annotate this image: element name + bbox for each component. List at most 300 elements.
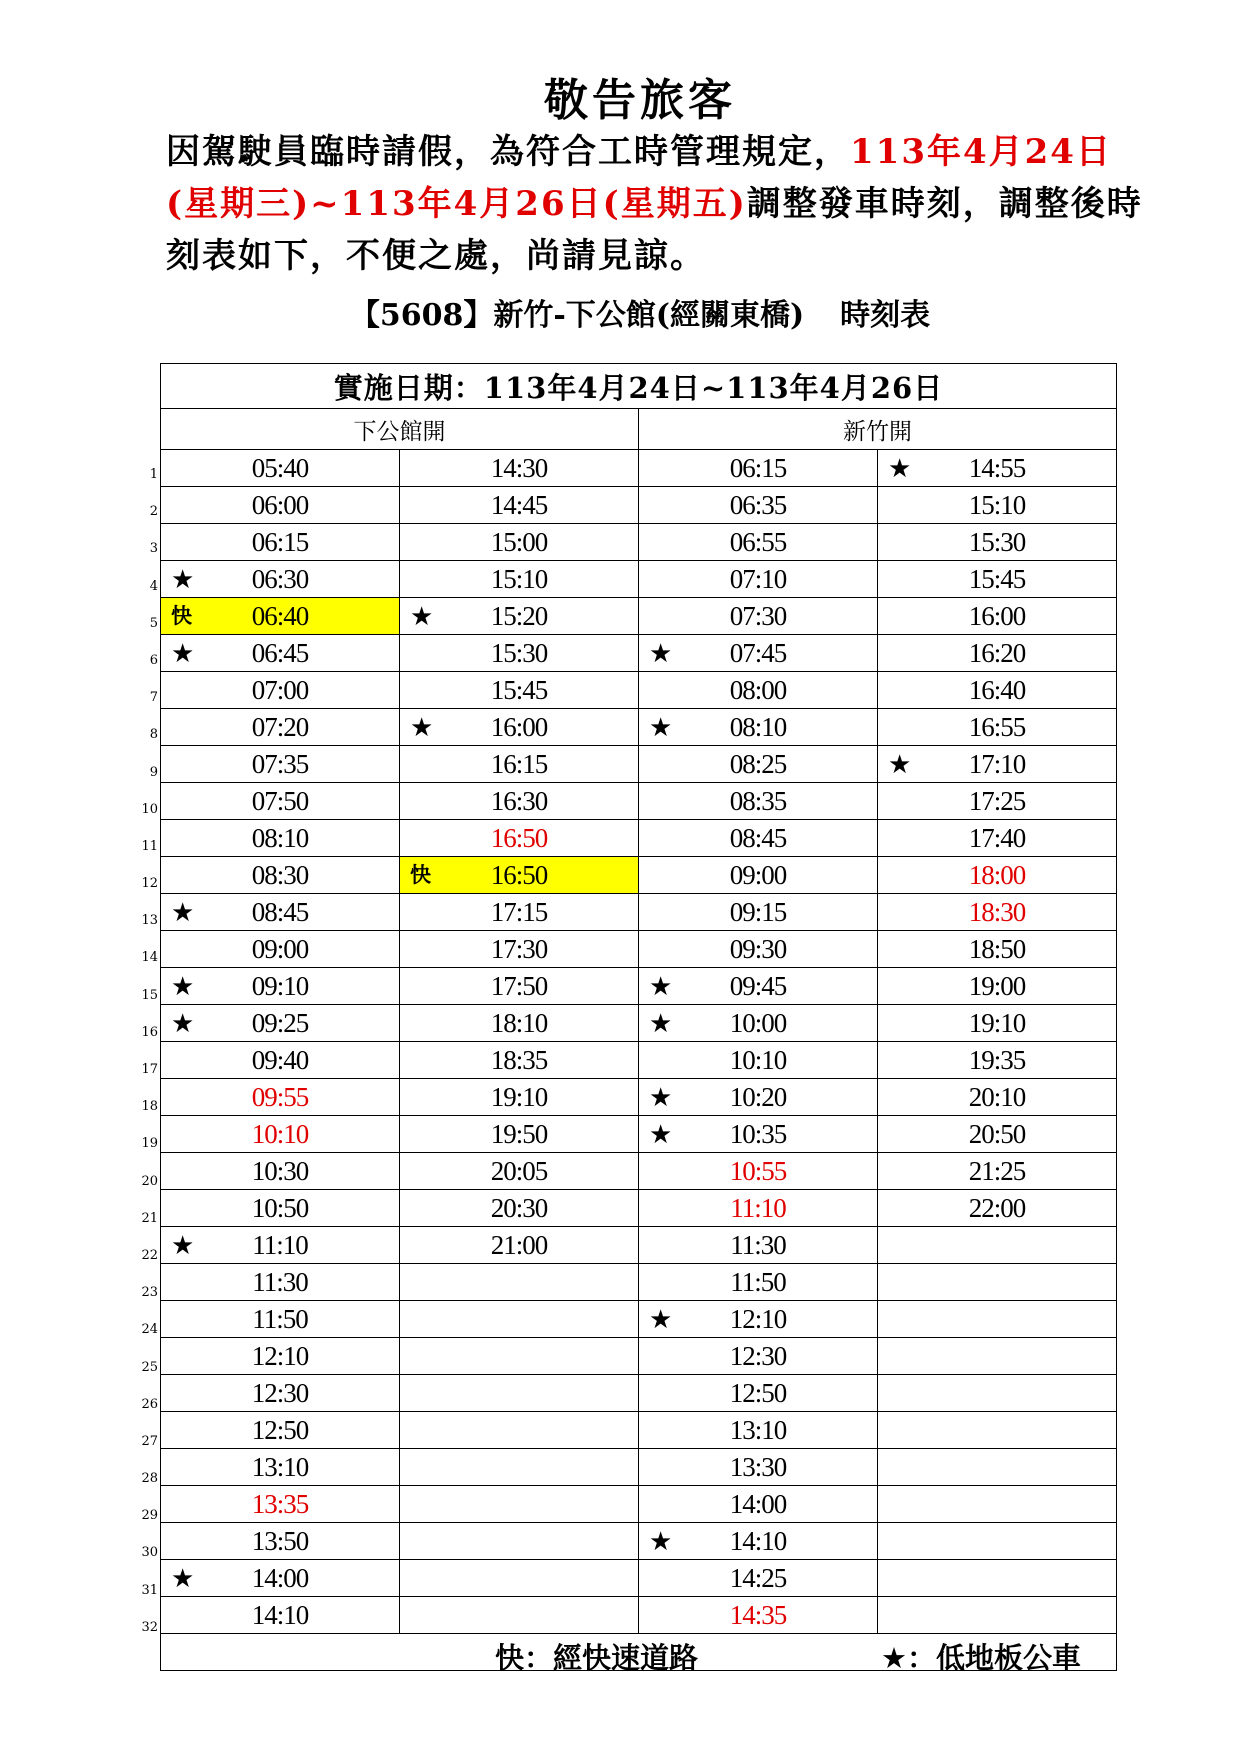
departure-time: 13:10 [251, 1452, 309, 1482]
low-floor-star-icon: ★ [649, 1527, 673, 1556]
departure-cell [878, 783, 1117, 820]
row-number: 24 [141, 1322, 158, 1338]
low-floor-star-icon: ★ [649, 972, 673, 1001]
row-number: 13 [141, 913, 158, 929]
departure-cell [639, 1301, 878, 1338]
row-number: 30 [141, 1545, 158, 1561]
departure-cell [639, 857, 878, 894]
departure-time: 21:25 [968, 1156, 1026, 1186]
notice-date-range: 113年4月24日(星期三)~113年4月26日(星期五) [166, 132, 1112, 224]
departure-time: 18:30 [968, 897, 1026, 927]
departure-cell [878, 598, 1117, 635]
departure-cell [400, 1338, 639, 1375]
departure-time: 16:00 [968, 601, 1026, 631]
table-row [161, 1449, 1117, 1486]
departure-cell [878, 1301, 1117, 1338]
departure-cell [639, 820, 878, 857]
table-row [161, 857, 1117, 894]
legend-express: 快：經快速道路 [495, 1641, 699, 1675]
departure-cell [161, 1079, 400, 1116]
departure-time: 15:00 [490, 527, 548, 557]
row-number: 26 [141, 1396, 158, 1412]
departure-time: 09:00 [251, 934, 309, 964]
departure-cell [161, 746, 400, 783]
departure-cell [878, 1116, 1117, 1153]
departure-cell [639, 894, 878, 931]
departure-cell [878, 1190, 1117, 1227]
row-number: 23 [141, 1285, 158, 1301]
departure-time: 12:10 [251, 1341, 309, 1371]
departure-cell [161, 598, 400, 635]
departure-time: 12:30 [729, 1341, 787, 1371]
departure-cell [161, 857, 400, 894]
departure-time: 07:35 [251, 749, 309, 779]
row-number: 31 [141, 1582, 158, 1598]
departure-cell [639, 450, 878, 487]
departure-cell [161, 1449, 400, 1486]
departure-cell [400, 1264, 639, 1301]
table-row [161, 1116, 1117, 1153]
departure-time: 09:55 [251, 1082, 309, 1112]
departure-cell [639, 1005, 878, 1042]
departure-cell [878, 1375, 1117, 1412]
departure-cell [878, 561, 1117, 598]
departure-time: 17:50 [490, 971, 548, 1001]
departure-time: 09:25 [251, 1008, 309, 1038]
departure-cell [161, 931, 400, 968]
route-suffix: 時刻表 [840, 298, 931, 333]
departure-cell [161, 672, 400, 709]
departure-time: 10:10 [729, 1045, 787, 1075]
departure-time: 16:15 [490, 749, 548, 779]
row-number: 12 [141, 876, 158, 892]
row-number: 27 [141, 1433, 158, 1449]
departure-time: 13:30 [729, 1452, 787, 1482]
departure-cell [878, 1560, 1117, 1597]
row-number: 10 [141, 801, 158, 817]
departure-cell [639, 1153, 878, 1190]
table-row [161, 487, 1117, 524]
departure-cell [400, 1005, 639, 1042]
departure-time: 06:40 [251, 601, 309, 631]
low-floor-star-icon: ★ [649, 1009, 673, 1038]
departure-cell [161, 1486, 400, 1523]
departure-time: 20:05 [490, 1156, 548, 1186]
departure-time: 10:00 [729, 1008, 787, 1038]
departure-cell [639, 1449, 878, 1486]
row-number: 9 [149, 764, 158, 780]
departure-time: 07:50 [251, 786, 309, 816]
notice-part-3: 調整發車時刻，調整後時刻表如下，不便之處，尚請見諒。 [166, 184, 1143, 276]
departure-cell [639, 1523, 878, 1560]
departure-cell [639, 1412, 878, 1449]
departure-time: 09:00 [729, 860, 787, 890]
departure-cell [639, 746, 878, 783]
low-floor-star-icon: ★ [171, 639, 195, 668]
departure-cell [400, 1412, 639, 1449]
table-row [161, 1375, 1117, 1412]
row-number: 28 [141, 1471, 158, 1487]
departure-time: 12:50 [729, 1378, 787, 1408]
departure-cell [161, 1264, 400, 1301]
departure-time: 14:10 [729, 1526, 787, 1556]
departure-cell [400, 746, 639, 783]
departure-time: 14:45 [490, 490, 548, 520]
departure-cell [878, 1042, 1117, 1079]
departure-cell [878, 1153, 1117, 1190]
departure-time: 15:10 [968, 490, 1026, 520]
departure-time: 19:10 [490, 1082, 548, 1112]
departure-cell [878, 1597, 1117, 1634]
departure-cell [161, 635, 400, 672]
departure-cell [161, 709, 400, 746]
departure-time: 14:35 [729, 1600, 787, 1630]
departure-time: 09:10 [251, 971, 309, 1001]
departure-time: 17:25 [968, 786, 1026, 816]
express-mark: 快 [410, 863, 431, 887]
table-row [161, 709, 1117, 746]
row-number: 22 [141, 1247, 158, 1263]
row-number: 25 [141, 1359, 158, 1375]
table-row [161, 1042, 1117, 1079]
departure-cell [161, 820, 400, 857]
departure-cell [400, 672, 639, 709]
departure-time: 12:30 [251, 1378, 309, 1408]
express-mark: 快 [171, 604, 192, 628]
row-number: 3 [149, 541, 158, 557]
route-name: 【5608】新竹-下公館(經關東橋) [349, 298, 805, 333]
departure-cell [639, 1338, 878, 1375]
departure-time: 17:10 [968, 749, 1026, 779]
departure-cell [878, 746, 1117, 783]
departure-time: 14:55 [968, 453, 1026, 483]
departure-time: 09:15 [729, 897, 787, 927]
departure-cell [639, 931, 878, 968]
departure-time: 15:10 [490, 564, 548, 594]
table-row [161, 820, 1117, 857]
low-floor-star-icon: ★ [171, 898, 195, 927]
departure-time: 06:00 [251, 490, 309, 520]
departure-time: 09:30 [729, 934, 787, 964]
departure-time: 08:00 [729, 675, 787, 705]
row-numbers [140, 456, 158, 1646]
departure-time: 15:30 [968, 527, 1026, 557]
low-floor-star-icon: ★ [888, 750, 912, 779]
table-row [161, 931, 1117, 968]
departure-cell [878, 487, 1117, 524]
timetable [160, 363, 1117, 1675]
departure-cell [639, 487, 878, 524]
departure-time: 07:20 [251, 712, 309, 742]
row-number: 17 [141, 1062, 158, 1077]
departure-time: 15:45 [968, 564, 1026, 594]
departure-time: 20:50 [968, 1119, 1026, 1149]
departure-cell [400, 894, 639, 931]
departure-time: 13:50 [251, 1526, 309, 1556]
departure-cell [161, 561, 400, 598]
departure-cell [400, 1153, 639, 1190]
departure-time: 14:25 [729, 1563, 787, 1593]
departure-time: 07:10 [729, 564, 787, 594]
table-row [161, 1560, 1117, 1597]
table-row [161, 1597, 1117, 1634]
row-number: 32 [141, 1619, 158, 1635]
table-row [161, 1264, 1117, 1301]
low-floor-star-icon: ★ [171, 565, 195, 594]
notice-part-1: 因駕駛員臨時請假，為符合工時管理規定， [166, 132, 850, 172]
row-number: 16 [141, 1024, 158, 1040]
departure-cell [639, 1486, 878, 1523]
row-number: 2 [149, 504, 158, 520]
departure-time: 06:55 [729, 527, 787, 557]
departure-cell [400, 1190, 639, 1227]
row-number: 7 [149, 690, 158, 706]
table-row [161, 1153, 1117, 1190]
departure-time: 14:10 [251, 1600, 309, 1630]
departure-cell [161, 1301, 400, 1338]
departure-cell [639, 1560, 878, 1597]
departure-cell [878, 1523, 1117, 1560]
departure-cell [878, 635, 1117, 672]
table-row [161, 635, 1117, 672]
row-number: 1 [149, 467, 158, 482]
departure-cell [639, 1375, 878, 1412]
table-row [161, 1301, 1117, 1338]
table-row [161, 746, 1117, 783]
departure-cell [161, 1338, 400, 1375]
departure-cell [878, 1264, 1117, 1301]
departure-time: 19:35 [968, 1045, 1026, 1075]
table-row [161, 1486, 1117, 1523]
departure-cell [161, 524, 400, 561]
departure-cell [161, 1523, 400, 1560]
departure-cell [878, 1079, 1117, 1116]
departure-cell [639, 561, 878, 598]
departure-time: 21:00 [490, 1230, 548, 1260]
departure-cell [639, 672, 878, 709]
departure-time: 20:30 [490, 1193, 548, 1223]
departure-time: 10:50 [251, 1193, 309, 1223]
table-row [161, 894, 1117, 931]
departure-time: 17:30 [490, 934, 548, 964]
departure-time: 09:40 [251, 1045, 309, 1075]
departure-cell [878, 1005, 1117, 1042]
page-title: 敬告旅客 [544, 75, 736, 126]
departure-cell [161, 1597, 400, 1634]
departure-time: 06:30 [251, 564, 309, 594]
departure-cell [639, 1079, 878, 1116]
departure-time: 15:45 [490, 675, 548, 705]
legend-row [161, 1634, 1117, 1671]
departure-cell [400, 931, 639, 968]
departure-time: 20:10 [968, 1082, 1026, 1112]
row-number: 6 [149, 652, 158, 668]
departure-cell [400, 450, 639, 487]
row-number: 20 [141, 1173, 158, 1189]
row-number: 11 [141, 838, 158, 854]
low-floor-star-icon: ★ [649, 713, 673, 742]
direction-header-hsinchu: 新竹開 [639, 409, 1117, 450]
effective-date-label: 實施日期：113年4月24日~113年4月26日 [161, 364, 1117, 409]
table-row [161, 783, 1117, 820]
table-row [161, 524, 1117, 561]
departure-time: 11:10 [252, 1230, 308, 1260]
row-number: 5 [149, 615, 158, 631]
departure-time: 05:40 [251, 453, 309, 483]
departure-time: 16:50 [490, 860, 548, 890]
departure-cell [878, 820, 1117, 857]
departure-time: 09:45 [729, 971, 787, 1001]
departure-time: 18:10 [490, 1008, 548, 1038]
low-floor-star-icon: ★ [171, 1564, 195, 1593]
departure-time: 08:45 [729, 823, 787, 853]
departure-cell [161, 450, 400, 487]
departure-cell [639, 635, 878, 672]
departure-time: 08:25 [729, 749, 787, 779]
departure-cell [878, 857, 1117, 894]
low-floor-star-icon: ★ [410, 602, 434, 631]
departure-cell [400, 783, 639, 820]
departure-time: 15:30 [490, 638, 548, 668]
table-row [161, 450, 1117, 487]
departure-cell [639, 1190, 878, 1227]
departure-cell [639, 598, 878, 635]
departure-cell [639, 968, 878, 1005]
table-row [161, 1523, 1117, 1560]
departure-time: 08:10 [251, 823, 309, 853]
row-number: 21 [141, 1210, 158, 1226]
direction-header-xiagongguan: 下公館開 [161, 409, 639, 450]
departure-time: 16:30 [490, 786, 548, 816]
departure-cell [400, 857, 639, 894]
low-floor-star-icon: ★ [649, 1305, 673, 1334]
departure-time: 16:20 [968, 638, 1026, 668]
departure-cell [639, 709, 878, 746]
departure-time: 18:00 [968, 860, 1026, 890]
departure-time: 07:00 [251, 675, 309, 705]
departure-cell [400, 1116, 639, 1153]
departure-cell [639, 1227, 878, 1264]
table-row [161, 672, 1117, 709]
departure-cell [639, 524, 878, 561]
departure-time: 10:30 [251, 1156, 309, 1186]
departure-time: 16:40 [968, 675, 1026, 705]
departure-cell [878, 450, 1117, 487]
departure-time: 18:50 [968, 934, 1026, 964]
departure-cell [400, 709, 639, 746]
departure-cell [400, 487, 639, 524]
departure-time: 17:40 [968, 823, 1026, 853]
departure-time: 06:35 [729, 490, 787, 520]
departure-cell [161, 1227, 400, 1264]
departure-time: 11:30 [252, 1267, 308, 1297]
departure-cell [400, 820, 639, 857]
departure-cell [161, 1153, 400, 1190]
departure-time: 19:50 [490, 1119, 548, 1149]
departure-time: 06:15 [729, 453, 787, 483]
row-number: 19 [141, 1136, 158, 1152]
departure-time: 16:55 [968, 712, 1026, 742]
departure-cell [161, 968, 400, 1005]
departure-cell [878, 1338, 1117, 1375]
departure-cell [878, 931, 1117, 968]
departure-cell [400, 1523, 639, 1560]
table-row [161, 561, 1117, 598]
departure-time: 19:10 [968, 1008, 1026, 1038]
departure-cell [400, 968, 639, 1005]
departure-cell [400, 1449, 639, 1486]
departure-cell [400, 1486, 639, 1523]
departure-time: 15:20 [490, 601, 548, 631]
departure-cell [639, 1116, 878, 1153]
departure-cell [878, 1449, 1117, 1486]
departure-time: 12:50 [251, 1415, 309, 1445]
departure-cell [878, 1486, 1117, 1523]
departure-time: 08:30 [251, 860, 309, 890]
departure-cell [400, 1301, 639, 1338]
table-row [161, 968, 1117, 1005]
departure-time: 22:00 [968, 1193, 1026, 1223]
departure-time: 18:35 [490, 1045, 548, 1075]
departure-time: 08:10 [729, 712, 787, 742]
departure-time: 13:10 [729, 1415, 787, 1445]
departure-time: 16:00 [490, 712, 548, 742]
row-number: 29 [141, 1508, 158, 1524]
departure-time: 14:30 [490, 453, 548, 483]
departure-cell [878, 968, 1117, 1005]
legend-low-floor: ★：低地板公車 [881, 1641, 1081, 1675]
departure-time: 10:20 [729, 1082, 787, 1112]
row-number: 8 [149, 727, 158, 743]
departure-cell [400, 635, 639, 672]
table-row [161, 1227, 1117, 1264]
row-number: 18 [141, 1099, 158, 1115]
low-floor-star-icon: ★ [888, 454, 912, 483]
departure-time: 13:35 [251, 1489, 309, 1519]
departure-time: 07:30 [729, 601, 787, 631]
row-number: 4 [149, 578, 158, 594]
table-row [161, 1412, 1117, 1449]
departure-cell [878, 894, 1117, 931]
low-floor-star-icon: ★ [410, 713, 434, 742]
departure-time: 06:15 [251, 527, 309, 557]
departure-time: 14:00 [251, 1563, 309, 1593]
departure-cell [161, 894, 400, 931]
departure-cell [400, 1227, 639, 1264]
departure-cell [161, 1375, 400, 1412]
route-heading [0, 290, 1240, 334]
table-row [161, 1338, 1117, 1375]
departure-time: 07:45 [729, 638, 787, 668]
departure-time: 10:35 [729, 1119, 787, 1149]
departure-cell [161, 1560, 400, 1597]
low-floor-star-icon: ★ [649, 639, 673, 668]
departure-cell [639, 783, 878, 820]
departure-time: 19:00 [968, 971, 1026, 1001]
departure-cell [400, 598, 639, 635]
departure-time: 08:35 [729, 786, 787, 816]
departure-cell [639, 1597, 878, 1634]
departure-time: 16:50 [490, 823, 548, 853]
low-floor-star-icon: ★ [649, 1120, 673, 1149]
table-row [161, 1005, 1117, 1042]
departure-time: 06:45 [251, 638, 309, 668]
departure-cell [878, 709, 1117, 746]
departure-time: 11:50 [730, 1267, 786, 1297]
departure-time: 12:10 [729, 1304, 787, 1334]
table-row [161, 1190, 1117, 1227]
departure-time: 11:50 [252, 1304, 308, 1334]
